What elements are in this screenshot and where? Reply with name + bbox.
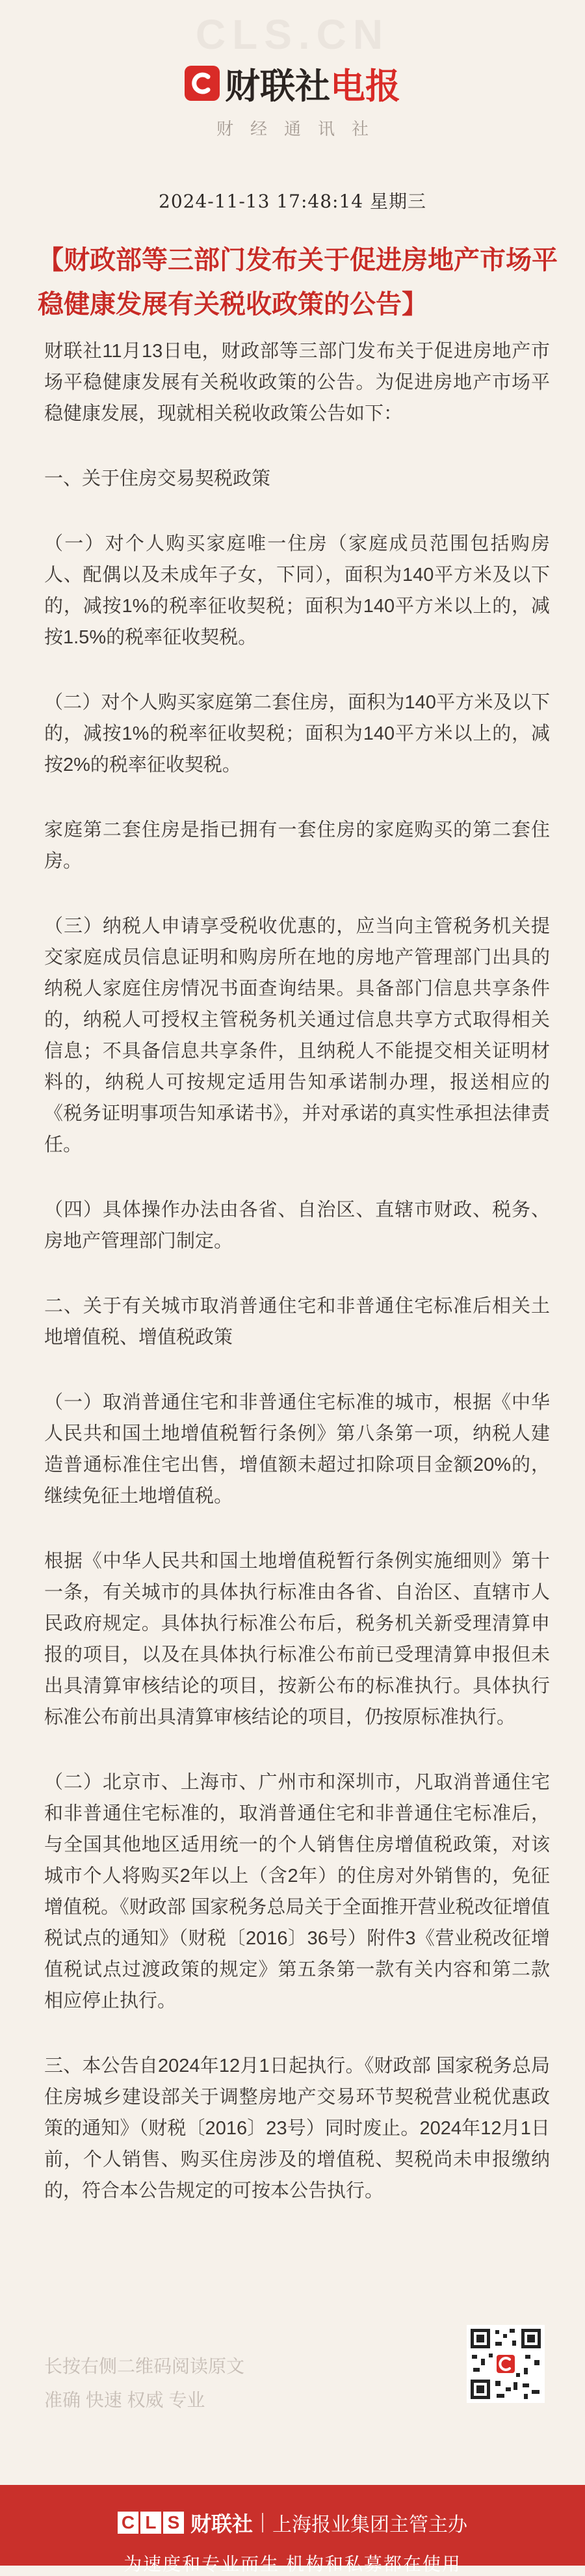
article-paragraph: （三）纳税人申请享受税收优惠的，应当向主管税务机关提交家庭成员信息证明和购房所在地的房地产管理部门出具的纳税人家庭住房情况书面查询结果。具备部门信息共享条件的，纳税人可授权主管税务机关通过信息共享方式取得相关信息；不具备信息共享条件，且纳税人不能提交相关证明材料的，纳税人可按规定适用告知承诺制办理，报送相应的《税务证明事项告知承诺书》，并对承诺的真实性承担法律责任。 [44, 916, 550, 1155]
qr-hint [44, 2350, 244, 2417]
header-slogan: 财经通讯社 [216, 119, 385, 139]
article-title: 【财政部等三部门发布关于促进房地产市场平稳健康发展有关税收政策的公告】 [38, 246, 558, 319]
article-section-heading: 一、关于住房交易契税政策 [44, 468, 271, 489]
publish-datetime: 2024-11-13 17:48:14 星期三 [159, 191, 426, 212]
article-paragraph: 三、本公告自2024年12月1日起执行。《财政部 国家税务总局 住房城乡建设部关于调整房地产交易环节契税营业税优惠政策的通知》（财税〔2016〕23号）同时废止。2024年12月1日前，个人销售、购买住房涉及的增值税、契税尚未申报缴纳的，符合本公告规定的可按本公告执行。 [44, 2056, 550, 2201]
qr-hint-tagline: 准确 快速 权威 专业 [44, 2390, 205, 2410]
logo-text: 财联社 [225, 65, 330, 107]
footer-divider [262, 2513, 263, 2532]
header-logo [0, 62, 585, 107]
article-body [44, 336, 550, 2240]
article-paragraph: 根据《中华人民共和国土地增值税暂行条例实施细则》第十一条，有关城市的具体执行标准由各省、自治区、直辖市人民政府规定。具体执行标准公布后，税务机关新受理清算申报的项目，以及在具体执行标准公布前已受理清算申报但未出具清算审核结论的项目，按新公布的标准执行。具体执行标准公布前出具清算审核结论的项目，仍按原标准执行。 [44, 1551, 550, 1728]
cls-letters-logo: C L S [118, 2512, 184, 2534]
qr-hint-line: 长按右侧二维码阅读原文 [44, 2356, 245, 2376]
qr-code-icon[interactable] [467, 2325, 545, 2403]
article-paragraph: （一）取消普通住宅和非普通住宅标准的城市，根据《中华人民共和国土地增值税暂行条例》第八条第一项，纳税人建造普通标准住宅出售，增值额未超过扣除项目金额20%的，继续免征土地增值税。 [44, 1392, 550, 1507]
footer-slogan: 为速度和专业而生 机构和私募都在使用 [124, 2554, 462, 2574]
cls-watermark: CLS.CN [195, 11, 390, 58]
article-paragraph: 财联社11月13日电，财政部等三部门发布关于促进房地产市场平稳健康发展有关税收政策的公告。为促进房地产市场平稳健康发展，现就相关税收政策公告如下： [44, 341, 550, 424]
article-paragraph: （二）对个人购买家庭第二套住房，面积为140平方米及以下的，减按1%的税率征收契税；面积为140平方米以上的，减按2%的税率征收契税。 [44, 692, 550, 775]
footer-brand: 财联社 [190, 2512, 253, 2536]
article-paragraph: （四）具体操作办法由各省、自治区、直辖市财政、税务、房地产管理部门制定。 [44, 1200, 550, 1252]
logo-accent-text: 电报 [330, 65, 400, 107]
article-paragraph: （二）北京市、上海市、广州市和深圳市，凡取消普通住宅和非普通住宅标准的，取消普通住宅和非普通住宅标准后，与全国其他地区适用统一的个人销售住房增值税政策，对该城市个人将购买2年以上（含2年）的住房对外销售的，免征增值税。《财政部 国家税务总局关于全面推开营业税改征增值税试点的通知》（财税〔2016〕36号）附件3《营业税改征增值税试点过渡政策的规定》第五条第一款有关内容和第二款相应停止执行。 [44, 1772, 550, 2011]
article-paragraph: （一）对个人购买家庭唯一住房（家庭成员范围包括购房人、配偶以及未成年子女，下同），面积为140平方米及以下的，减按1%的税率征收契税；面积为140平方米以上的，减按1.5%的税率征收契税。 [44, 533, 550, 648]
footer-band [0, 2485, 585, 2574]
footer-sponsor-text: 上海报业集团主管主办 [272, 2514, 467, 2536]
article-paragraph: 家庭第二套住房是指已拥有一套住房的家庭购买的第二套住房。 [44, 820, 550, 872]
article-section-heading: 二、关于有关城市取消普通住宅和非普通住宅标准后相关土地增值税、增值税政策 [44, 1296, 550, 1348]
cls-c-logo-icon [185, 66, 220, 101]
